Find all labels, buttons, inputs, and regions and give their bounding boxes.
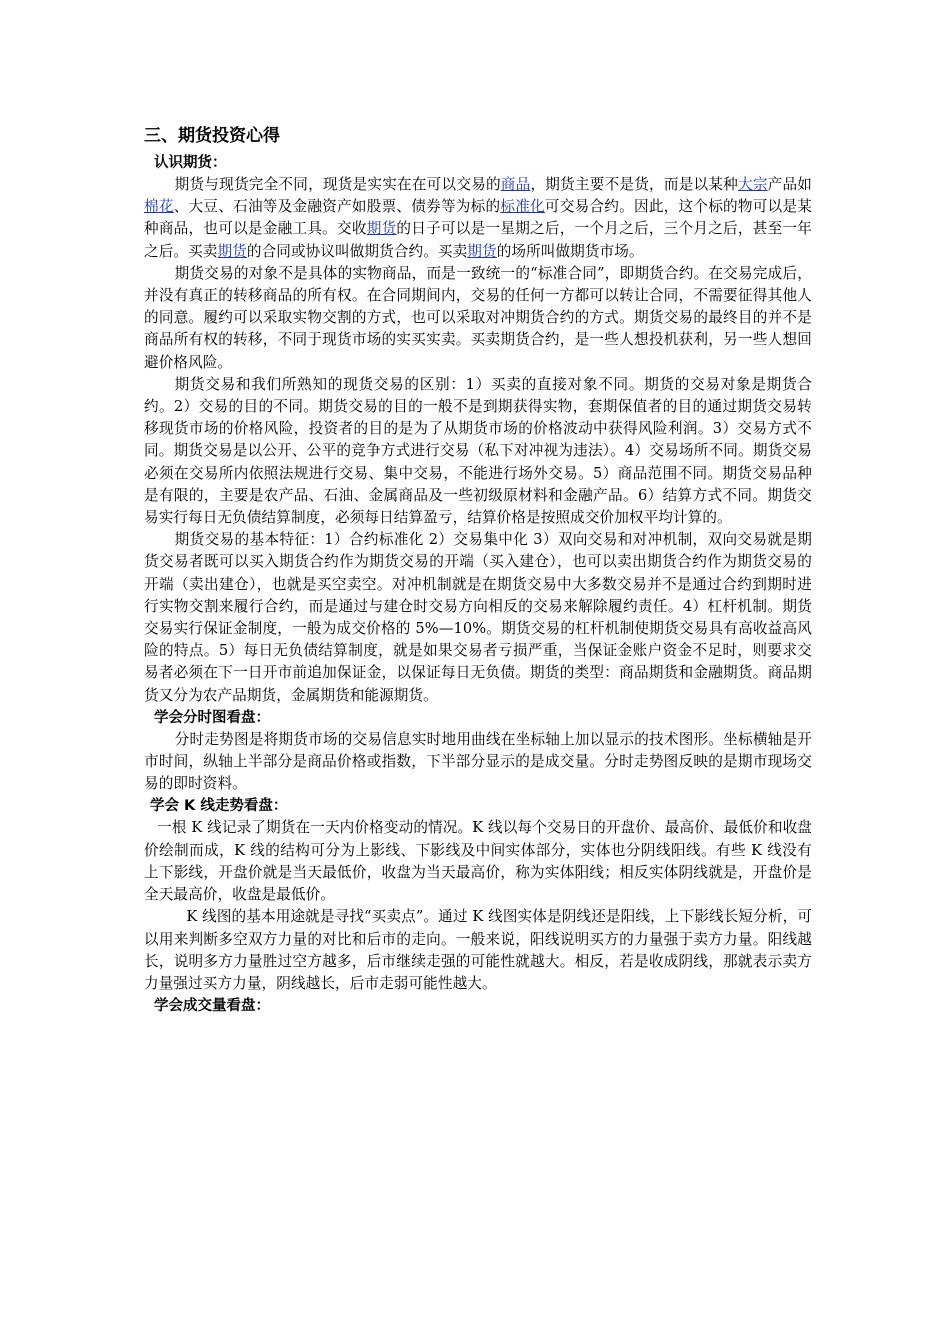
link-bulk[interactable]: 大宗 [738,176,768,193]
subheading-understanding-futures: 认识期货： [154,155,227,171]
paragraph-k-line-usage: K 线图的基本用途就是寻找“买卖点”。通过 K 线图实体是阴线还是阳线，上下影线长短分析，可以用来判断多空双方力量的对比和后市的走向。一般来说，阳线说明买方的力量强于卖方力量。阳线越长，说明多方力量胜过空方越多，后市继续走强的可能性就越大。相反，若是收成阴线，那就表示卖方力量强过买方力量，阴线越长，后市走弱可能性越大。 [144,908,812,992]
paragraph-futures-vs-spot [144,174,812,263]
paragraph-k-line-definition: 一根 K 线记录了期货在一天内价格变动的情况。K 线以每个交易日的开盘价、最高价、最低价和收盘价绘制而成，K 线的结构可分为上影线、下影线及中间实体部分，实体也分阴线阳线。有些 K 线没有上下影线，开盘价就是当天最低价，收盘为当天最高价，称为实体阳线；相反实体阴线就是，开盘价是全天最高价，收盘是最低价。 [144,819,812,904]
text-run: 产品如 [767,176,812,193]
text-run: 期货与现货完全不同，现货是实实在在可以交易的 [174,176,501,193]
link-cotton[interactable]: 棉花 [144,198,174,216]
document-body [144,124,812,1017]
link-futures-2[interactable]: 期货 [217,242,247,260]
text-run: 的场所叫做期货市场。 [496,242,644,260]
text-run: 可交易合约。因此，这个标的物可以是某种商品，也可以是金融工具。交收 [144,198,812,238]
link-goods[interactable]: 商品 [500,176,531,193]
text-run: ，期货主要不是货，而是以某种 [530,176,738,193]
link-futures-1[interactable]: 期货 [366,220,397,238]
paragraph-basic-features: 期货交易的基本特征：1）合约标准化 2）交易集中化 3）双向交易和对冲机制，双向交易就是期货交易者既可以买入期货合约作为期货交易的开端（买入建仓），也可以卖出期货合约作为期货交易的开端（卖出建仓），也就是买空卖空。对冲机制就是在期货交易中大多数交易并不是通过合约到期时进行实物交割来履行合约，而是通过与建仓时交易方向相反的交易来解除履约责任。4）杠杆机制。期货交易实行保证金制度，一般为成交价格的 5%—10%。期货交易的杠杆机制使期货交易具有高收益高风险的特点。5）每日无负债结算制度，就是如果交易者亏损严重，当保证金账户资金不足时，则要求交易者必须在下一日开市前追加保证金，以保证每日无负债。期货的类型：商品期货和金融期货。商品期货又分为农产品期货，金属期货和能源期货。 [144,531,812,704]
paragraph-trading-object: 期货交易的对象不是具体的实物商品，而是一致统一的“标准合同”，即期货合约。在交易完成后，并没有真正的转移商品的所有权。在合同期间内，交易的任何一方都可以转让合同，不需要征得其他人的同意。履约可以采取实物交割的方式，也可以采取对冲期货合约的方式。期货交易的最终目的并不是商品所有权的转移，不同于现货市场的实买实卖。买卖期货合约，是一些人想投机获利，另一些人想回避价格风险。 [144,264,812,371]
paragraph-differences: 期货交易和我们所熟知的现货交易的区别：1）买卖的直接对象不同。期货的交易对象是期货合约。2）交易的目的不同。期货交易的目的一般不是到期获得实物，套期保值者的目的通过期货交易转移现货市场的价格风险，投资者的目的是为了从期货市场的价格波动中获得风险利润。3）交易方式不同。期货交易是以公开、公平的竞争方式进行交易（私下对冲视为违法）。4）交易场所不同。期货交易必须在交易所内依照法规进行交易、集中交易，不能进行场外交易。5）商品范围不同。期货交易品种是有限的，主要是农产品、石油、金属商品及一些初级原材料和金融产品。6）结算方式不同。期货交易实行每日无负债结算制度，必须每日结算盈亏，结算价格是按照成交价加权平均计算的。 [144,375,812,527]
link-standardization[interactable]: 标准化 [500,198,545,216]
paragraph-intraday-chart: 分时走势图是将期货市场的交易信息实时地用曲线在坐标轴上加以显示的技术图形。坐标横轴是开市时间，纵轴上半部分是商品价格或指数，下半部分显示的是成交量。分时走势图反映的是期市现场交易的即时资料。 [144,730,812,793]
text-run: 的日子可以是一星期之后，一个月之后，三个月之后，甚至一年之后。买卖 [144,220,812,260]
section-title: 三、期货投资心得 [144,126,280,146]
link-futures-3[interactable]: 期货 [467,242,497,260]
text-run: 的合同或协议叫做期货合约。买卖 [246,242,468,260]
subheading-k-line: 学会 K 线走势看盘： [150,798,288,815]
subheading-volume: 学会成交量看盘： [154,998,270,1015]
text-run: 、大豆、石油等及金融资产如股票、债券等为标的 [173,198,501,216]
subheading-intraday-chart: 学会分时图看盘： [154,709,270,726]
